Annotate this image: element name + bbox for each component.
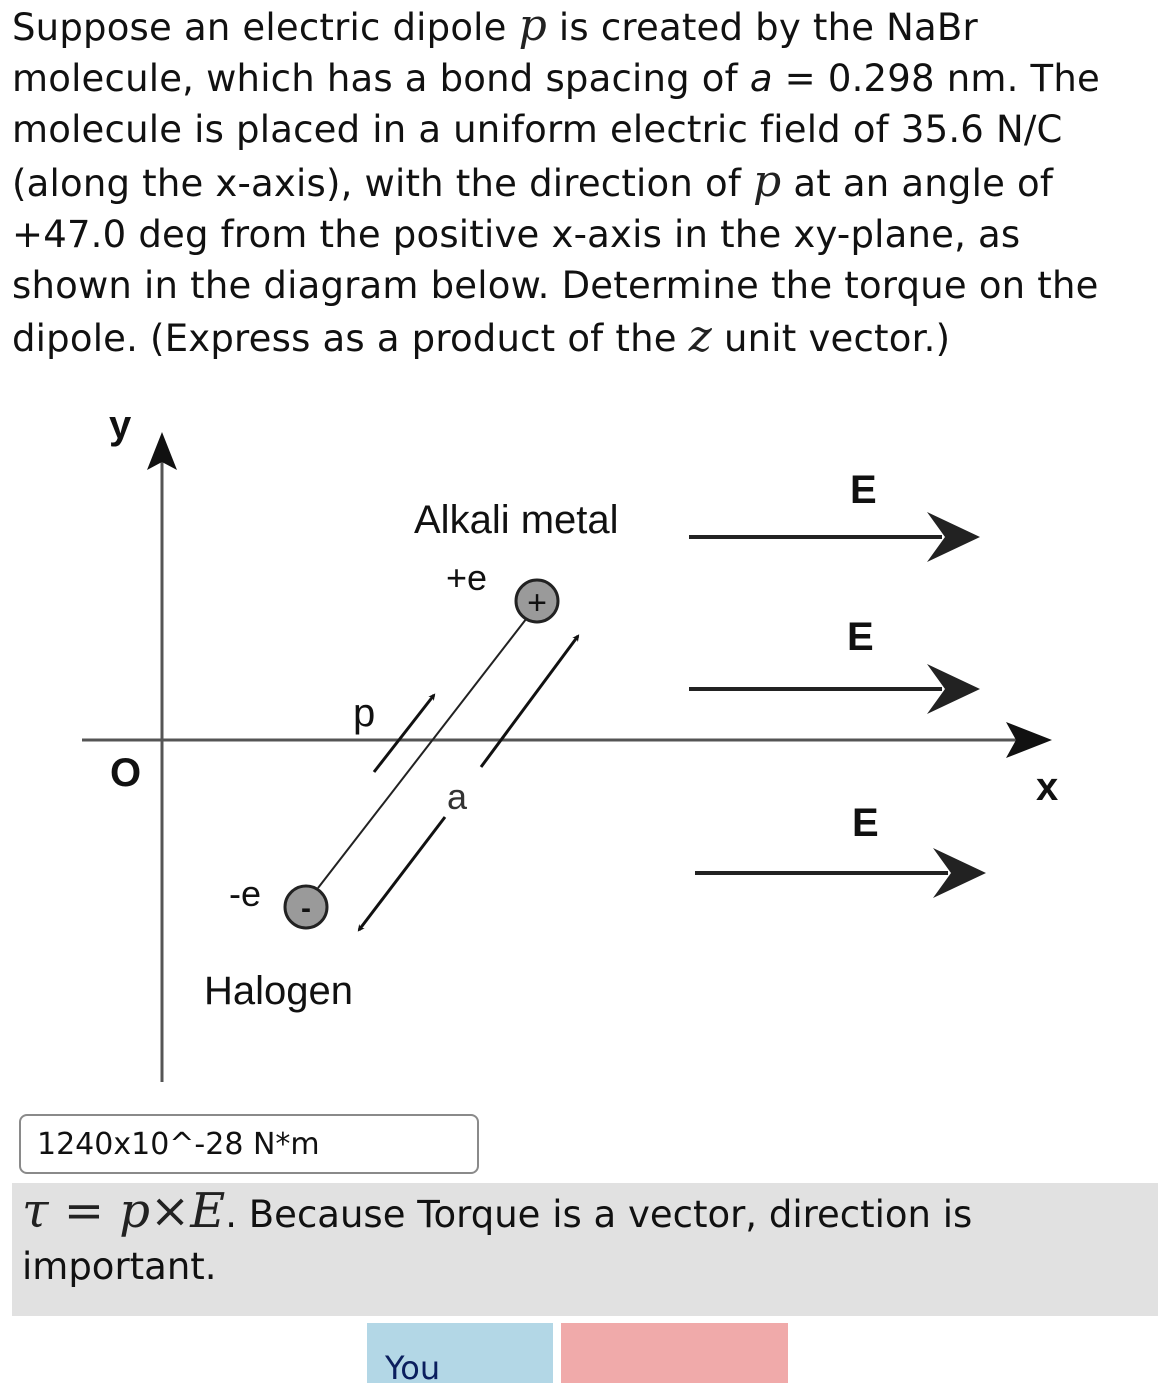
origin-label: O — [110, 751, 142, 795]
question-text-segment: molecule is placed in a uniform electric field of 35.6 N/C — [12, 108, 1063, 152]
answer-button[interactable] — [561, 1323, 788, 1383]
y-axis-label: y — [109, 403, 132, 447]
halogen-label: Halogen — [204, 969, 354, 1013]
question-text-segment: molecule, which has a bond spacing of — [12, 57, 750, 101]
question-text — [12, 0, 1162, 364]
question-text-segment: Suppose an electric dipole — [12, 6, 519, 49]
minus-sign: - — [301, 892, 311, 925]
feedback-text: . Because Torque is a vector, direction is — [225, 1193, 973, 1236]
dipole-symbol: p — [753, 155, 782, 207]
spacing-label: a — [447, 776, 468, 817]
feedback-text-continued: important. — [22, 1245, 217, 1288]
question-text-segment: dipole. (Express as a product of the — [12, 317, 689, 361]
dipole-diagram — [0, 400, 1170, 1100]
spacing-arrow-lower — [359, 817, 445, 930]
answer-input[interactable] — [19, 1114, 479, 1174]
question-text-segment: (along the x-axis), with the direction of — [12, 161, 754, 205]
question-text-segment: unit vector.) — [712, 317, 951, 361]
field-label: E — [847, 615, 874, 659]
negative-charge-label: -e — [229, 873, 262, 914]
question-text-segment: at an angle of — [781, 161, 1054, 205]
alkali-metal-label: Alkali metal — [414, 498, 619, 542]
question-text-segment: +47.0 deg from the positive x-axis in the xy-plane, as — [12, 212, 1021, 256]
positive-charge-label: +e — [446, 557, 488, 598]
field-label: E — [850, 468, 877, 512]
z-unit-symbol: z — [688, 311, 713, 363]
dipole-moment-label: p — [353, 691, 376, 735]
torque-formula: τ = p×E — [22, 1183, 226, 1239]
spacing-arrow-upper — [481, 636, 578, 767]
field-label: E — [852, 801, 879, 845]
plus-sign: + — [527, 584, 547, 622]
x-axis-label: x — [1036, 765, 1059, 809]
question-text-segment: is created by the NaBr — [546, 6, 978, 49]
you-button-label: You — [385, 1349, 441, 1383]
dipole-moment-arrow — [374, 695, 434, 772]
bond-spacing-symbol: a — [749, 57, 773, 101]
you-button[interactable] — [367, 1323, 553, 1383]
dipole-symbol: p — [518, 0, 547, 51]
question-text-segment: shown in the diagram below. Determine the torque on the — [12, 264, 1099, 308]
feedback-panel — [12, 1183, 1158, 1316]
question-text-segment: = 0.298 nm. The — [772, 57, 1100, 101]
